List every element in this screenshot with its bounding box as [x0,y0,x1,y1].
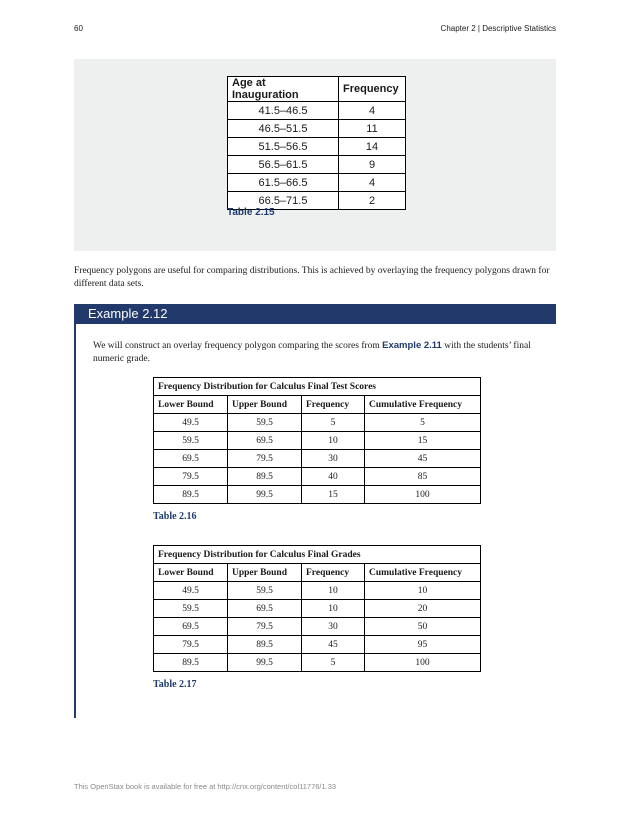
table-row [154,600,481,618]
table-cell: 69.5 [154,450,228,468]
table-cell: 61.5–66.5 [228,174,339,192]
example-header [74,304,556,324]
table-header-row [154,396,481,414]
table-cell: 59.5 [154,600,228,618]
table-row [154,654,481,672]
table-cell: 15 [302,486,365,504]
table-cell: 5 [302,654,365,672]
table-cell: 85 [365,468,481,486]
table-row [154,414,481,432]
table-cell: 15 [365,432,481,450]
table-row [154,636,481,654]
table-cell: 10 [302,600,365,618]
table-caption: Table 2.15 [227,207,275,218]
table-cell: 5 [302,414,365,432]
table-cell: 95 [365,636,481,654]
table-row [154,486,481,504]
table-row [154,432,481,450]
example-link[interactable]: Example 2.11 [382,340,442,351]
table-cell: 79.5 [154,636,228,654]
table-cell: 30 [302,618,365,636]
table-cell: 4 [339,174,406,192]
table-cell: 69.5 [228,600,302,618]
table-cell: 30 [302,450,365,468]
page-number: 60 [74,24,83,33]
table-cell: 69.5 [154,618,228,636]
body-paragraph: Frequency polygons are useful for comparing distributions. This is achieved by overlaying the frequency polygons drawn for different data sets. [74,266,550,289]
table-cell: 10 [302,432,365,450]
table-cell: 59.5 [154,432,228,450]
table-title: Frequency Distribution for Calculus Final Test Scores [154,378,481,396]
table-cell: 5 [365,414,481,432]
table-cell: 2 [339,192,406,210]
column-header: Frequency [339,77,406,102]
table-cell: 89.5 [228,636,302,654]
column-header: Cumulative Frequency [365,564,481,582]
table-cell: 99.5 [228,486,302,504]
table-row [228,156,406,174]
table-cell: 49.5 [154,414,228,432]
table-row [228,174,406,192]
age-frequency-table [227,76,406,210]
table-cell: 66.5–71.5 [228,192,339,210]
table-header-row [154,564,481,582]
table-title-row [154,546,481,564]
table-cell: 59.5 [228,582,302,600]
table-row [154,618,481,636]
table-title: Frequency Distribution for Calculus Final Grades [154,546,481,564]
column-header: Frequency [302,396,365,414]
table-cell: 59.5 [228,414,302,432]
table-row [228,102,406,120]
table-cell: 100 [365,654,481,672]
paragraph-text: We will construct an overlay frequency polygon comparing the scores from [93,341,383,351]
table-cell: 79.5 [154,468,228,486]
chapter-header: Chapter 2 | Descriptive Statistics [440,24,556,33]
table-cell: 45 [365,450,481,468]
table-title-row [154,378,481,396]
table-cell: 14 [339,138,406,156]
table-cell: 11 [339,120,406,138]
table-cell: 40 [302,468,365,486]
table-cell: 46.5–51.5 [228,120,339,138]
table-cell: 20 [365,600,481,618]
table-row [228,120,406,138]
table-cell: 79.5 [228,450,302,468]
table-cell: 9 [339,156,406,174]
table-cell: 69.5 [228,432,302,450]
table-header-row [228,77,406,102]
example-left-rule [74,324,76,718]
example-title: Example 2.12 [88,306,168,321]
example-paragraph [93,339,548,366]
table-cell: 89.5 [154,486,228,504]
column-header: Upper Bound [228,564,302,582]
table-row [154,582,481,600]
column-header: Frequency [302,564,365,582]
table-row [154,468,481,486]
table-cell: 51.5–56.5 [228,138,339,156]
final-grades-table [153,545,481,672]
table-cell: 10 [365,582,481,600]
table-cell: 100 [365,486,481,504]
table-cell: 49.5 [154,582,228,600]
table-cell: 89.5 [154,654,228,672]
table-cell: 89.5 [228,468,302,486]
column-header: Lower Bound [154,564,228,582]
footer-note: This OpenStax book is available for free at http://cnx.org/content/col11776/1.33 [74,782,337,791]
table-cell: 79.5 [228,618,302,636]
test-scores-table [153,377,481,504]
column-header: Upper Bound [228,396,302,414]
table-cell: 41.5–46.5 [228,102,339,120]
table-cell: 99.5 [228,654,302,672]
table-caption: Table 2.17 [153,679,197,690]
table-cell: 4 [339,102,406,120]
table-cell: 10 [302,582,365,600]
table-cell: 50 [365,618,481,636]
table-cell: 45 [302,636,365,654]
table-row [228,138,406,156]
column-header: Lower Bound [154,396,228,414]
table-row [154,450,481,468]
table-caption: Table 2.16 [153,511,197,522]
paragraph-text: with the students’ final numeric grade. [93,341,531,364]
column-header: Age at Inauguration [228,77,339,102]
column-header: Cumulative Frequency [365,396,481,414]
table-cell: 56.5–61.5 [228,156,339,174]
